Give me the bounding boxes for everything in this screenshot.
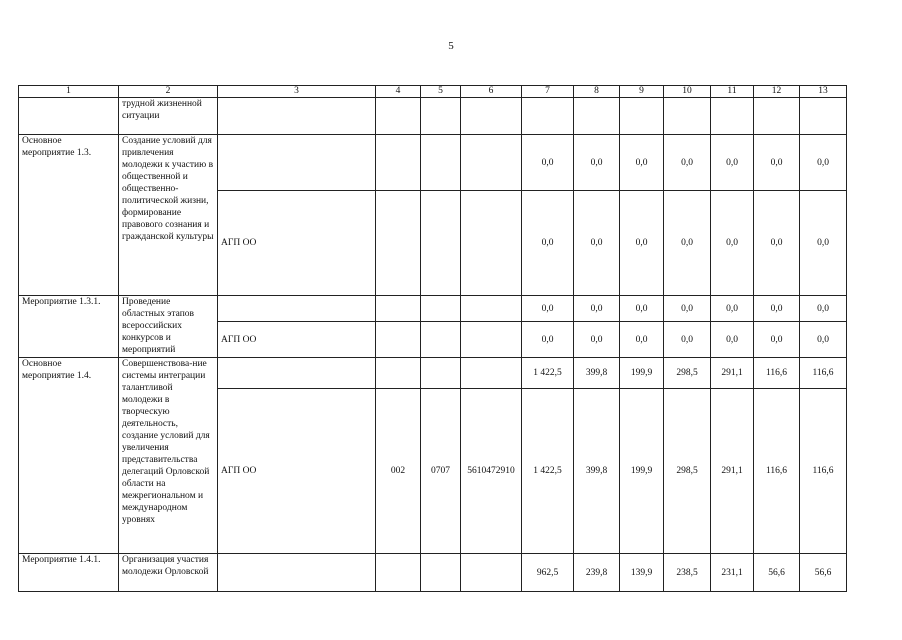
value-cell: 0,0 <box>522 191 574 296</box>
value-cell: 0,0 <box>522 322 574 358</box>
value-cell: 0,0 <box>620 322 664 358</box>
page-number: 5 <box>448 40 454 52</box>
code-cell: 5610472910 <box>461 389 522 554</box>
executor-cell <box>218 135 376 191</box>
row-label: Основное мероприятие 1.4. <box>19 358 119 554</box>
row-label: Основное мероприятие 1.3. <box>19 135 119 296</box>
table-row <box>19 135 847 191</box>
budget-table <box>18 85 847 592</box>
column-header: 9 <box>620 86 664 98</box>
row-name: Совершенствова-ние системы интеграции талантливой молодежи в творческую деятельность, создание условий для увеличения представительства делегаций Орловской области на межрегиональном и международном уровнях <box>119 358 218 554</box>
value-cell: 238,5 <box>664 554 711 592</box>
value-cell: 0,0 <box>620 191 664 296</box>
value-cell: 231,1 <box>711 554 754 592</box>
column-header: 3 <box>218 86 376 98</box>
column-header: 2 <box>119 86 218 98</box>
value-cell: 0,0 <box>711 135 754 191</box>
executor-cell <box>218 554 376 592</box>
column-header: 6 <box>461 86 522 98</box>
table-row <box>19 98 847 135</box>
column-header: 12 <box>754 86 800 98</box>
column-header: 5 <box>421 86 461 98</box>
value-cell: 0,0 <box>664 322 711 358</box>
row-label: Мероприятие 1.3.1. <box>19 296 119 358</box>
table-row <box>19 296 847 322</box>
value-cell: 0,0 <box>754 135 800 191</box>
value-cell: 0,0 <box>574 135 620 191</box>
value-cell: 0,0 <box>711 191 754 296</box>
column-number-row <box>19 86 847 98</box>
value-cell: 399,8 <box>574 389 620 554</box>
column-header: 4 <box>376 86 421 98</box>
column-header: 10 <box>664 86 711 98</box>
value-cell: 399,8 <box>574 358 620 389</box>
value-cell: 0,0 <box>754 322 800 358</box>
row-name: Создание условий для привлечения молодежи к участию в общественной и общественно-политической жизни, формирование правового сознания и гражданской культуры <box>119 135 218 296</box>
table-row <box>19 358 847 389</box>
value-cell: 1 422,5 <box>522 389 574 554</box>
executor-cell: АГП ОО <box>218 322 376 358</box>
value-cell: 116,6 <box>754 358 800 389</box>
column-header: 7 <box>522 86 574 98</box>
value-cell: 0,0 <box>620 296 664 322</box>
value-cell: 0,0 <box>522 135 574 191</box>
value-cell: 0,0 <box>574 322 620 358</box>
row-label: Мероприятие 1.4.1. <box>19 554 119 592</box>
value-cell: 116,6 <box>800 389 847 554</box>
value-cell: 116,6 <box>754 389 800 554</box>
column-header: 13 <box>800 86 847 98</box>
value-cell: 962,5 <box>522 554 574 592</box>
value-cell: 0,0 <box>574 296 620 322</box>
value-cell: 0,0 <box>711 296 754 322</box>
value-cell: 0,0 <box>754 191 800 296</box>
row-label <box>19 98 119 135</box>
value-cell: 0,0 <box>664 191 711 296</box>
value-cell: 0,0 <box>664 135 711 191</box>
value-cell: 0,0 <box>664 296 711 322</box>
value-cell: 0,0 <box>754 296 800 322</box>
value-cell: 0,0 <box>620 135 664 191</box>
value-cell: 199,9 <box>620 358 664 389</box>
value-cell: 0,0 <box>800 322 847 358</box>
value-cell: 291,1 <box>711 358 754 389</box>
row-name: Проведение областных этапов всероссийских конкурсов и мероприятий <box>119 296 218 358</box>
value-cell: 0,0 <box>711 322 754 358</box>
row-name: трудной жизненной ситуации <box>119 98 218 135</box>
value-cell: 139,9 <box>620 554 664 592</box>
value-cell: 0,0 <box>800 191 847 296</box>
value-cell: 291,1 <box>711 389 754 554</box>
value-cell: 0,0 <box>800 135 847 191</box>
value-cell: 116,6 <box>800 358 847 389</box>
value-cell: 0,0 <box>574 191 620 296</box>
code-cell: 0707 <box>421 389 461 554</box>
value-cell: 298,5 <box>664 358 711 389</box>
value-cell: 0,0 <box>522 296 574 322</box>
value-cell: 56,6 <box>754 554 800 592</box>
code-cell: 002 <box>376 389 421 554</box>
executor-cell <box>218 296 376 322</box>
executor-cell: АГП ОО <box>218 389 376 554</box>
column-header: 8 <box>574 86 620 98</box>
executor-cell: АГП ОО <box>218 191 376 296</box>
value-cell: 56,6 <box>800 554 847 592</box>
column-header: 11 <box>711 86 754 98</box>
value-cell: 298,5 <box>664 389 711 554</box>
table-row <box>19 554 847 592</box>
row-name: Организация участия молодежи Орловской <box>119 554 218 592</box>
value-cell: 0,0 <box>800 296 847 322</box>
value-cell: 1 422,5 <box>522 358 574 389</box>
value-cell: 199,9 <box>620 389 664 554</box>
column-header: 1 <box>19 86 119 98</box>
executor-cell <box>218 358 376 389</box>
value-cell: 239,8 <box>574 554 620 592</box>
